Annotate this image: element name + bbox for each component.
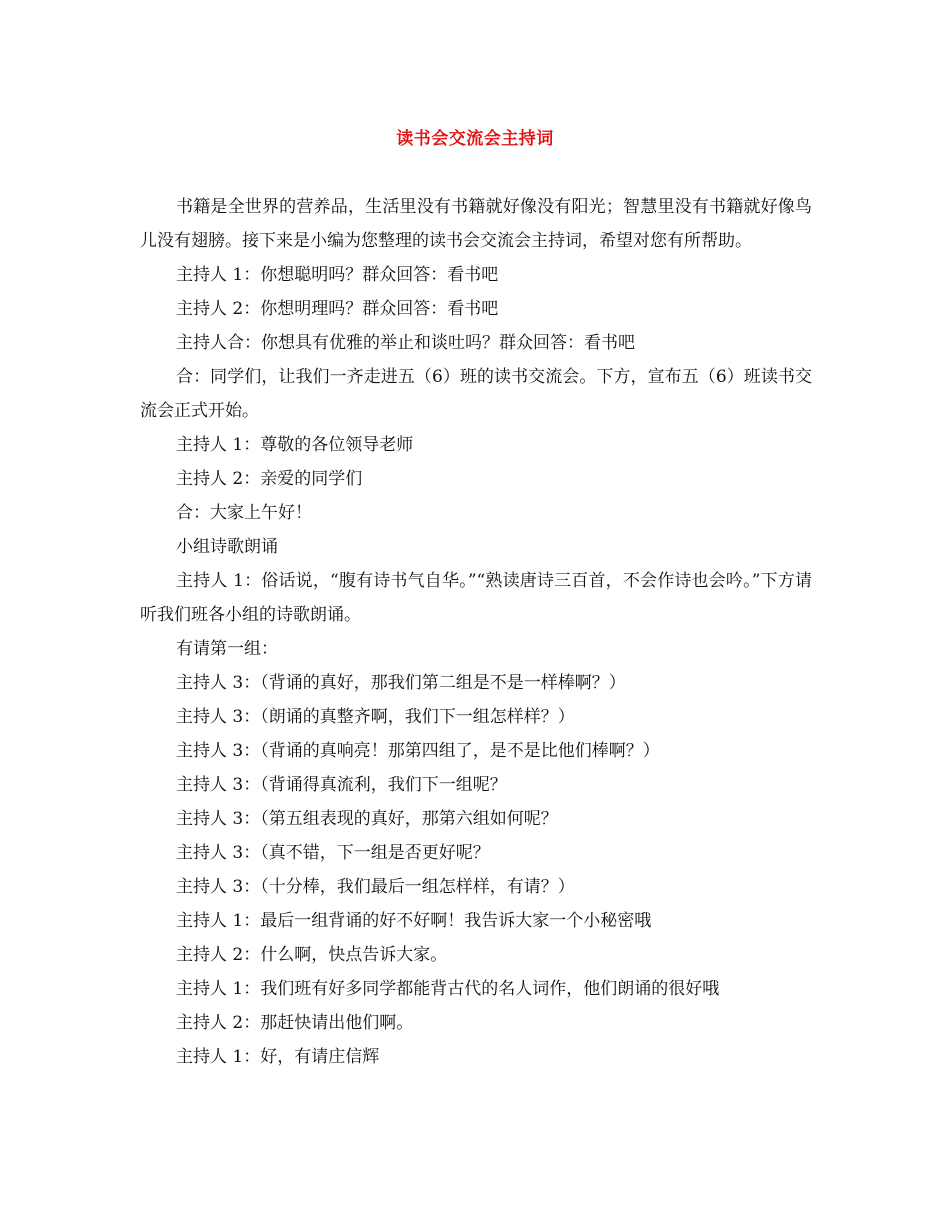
paragraph: 主持人 3：（第五组表现的真好，那第六组如何呢？ bbox=[176, 809, 558, 829]
paragraph: 主持人 1：尊敬的各位领导老师 bbox=[176, 435, 414, 455]
paragraph: 主持人 1：最后一组背诵的好不好啊！我告诉大家一个小秘密哦 bbox=[176, 911, 652, 931]
document-title: 读书会交流会主持词 bbox=[396, 129, 554, 149]
paragraph: 主持人 3：（朗诵的真整齐啊，我们下一组怎样样？） bbox=[176, 707, 575, 727]
paragraph: 主持人 3：（真不错，下一组是否更好呢？ bbox=[176, 843, 490, 863]
paragraph: 主持人 1：你想聪明吗？群众回答：看书吧 bbox=[176, 265, 499, 285]
paragraph: 主持人 1：好，有请庄信辉 bbox=[176, 1047, 380, 1067]
paragraph: 主持人 2：你想明理吗？群众回答：看书吧 bbox=[176, 299, 499, 319]
paragraph: 主持人 3：（背诵的真响亮！那第四组了，是不是比他们棒啊？） bbox=[176, 741, 660, 761]
paragraph: 主持人 2：亲爱的同学们 bbox=[176, 469, 363, 489]
section-heading: 小组诗歌朗诵 bbox=[176, 537, 278, 557]
paragraph: 主持人 2：什么啊，快点告诉大家。 bbox=[176, 945, 448, 965]
paragraph: 主持人 3：（背诵的真好，那我们第二组是不是一样棒啊？） bbox=[176, 673, 626, 693]
paragraph: 合：大家上午好！ bbox=[176, 503, 312, 523]
paragraph: 主持人 3：（背诵得真流利，我们下一组呢？ bbox=[176, 775, 507, 795]
document-body bbox=[140, 190, 812, 1074]
paragraph: 书籍是全世界的营养品，生活里没有书籍就好像没有阳光；智慧里没有书籍就好像鸟儿没有翅膀。接下来是小编为您整理的读书会交流会主持词，希望对您有所帮助。 bbox=[140, 197, 812, 251]
paragraph: 主持人合：你想具有优雅的举止和谈吐吗？群众回答：看书吧 bbox=[176, 333, 635, 353]
paragraph: 主持人 2：那赶快请出他们啊。 bbox=[176, 1013, 414, 1033]
paragraph: 合：同学们，让我们一齐走进五（6）班的读书交流会。下方，宣布五（6）班读书交流会正式开始。 bbox=[140, 367, 812, 421]
paragraph: 有请第一组： bbox=[176, 639, 278, 659]
paragraph: 主持人 1：我们班有好多同学都能背古代的名人词作，他们朗诵的很好哦 bbox=[176, 979, 720, 999]
paragraph: 主持人 1：俗话说，“腹有诗书气自华。”“熟读唐诗三百首，不会作诗也会吟。”下方请听我们班各小组的诗歌朗诵。 bbox=[140, 571, 812, 625]
paragraph: 主持人 3：（十分棒，我们最后一组怎样样，有请？） bbox=[176, 877, 575, 897]
